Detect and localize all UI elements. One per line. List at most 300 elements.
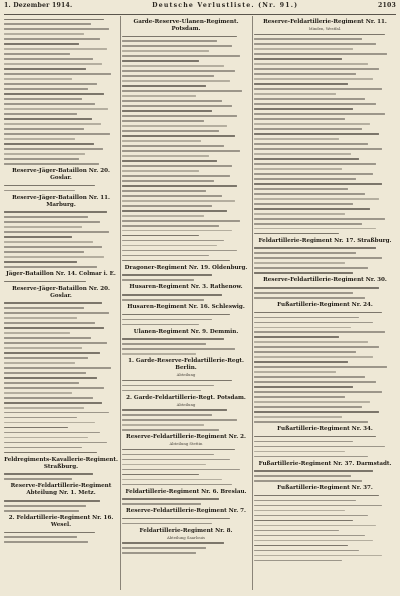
entry-list: [4, 210, 118, 269]
illegible-text-line: [4, 48, 107, 50]
entry-line: [254, 558, 396, 563]
illegible-text-line: [254, 103, 376, 105]
section-heading: [122, 284, 250, 291]
illegible-text-line: [254, 228, 376, 230]
entry-line: [4, 425, 118, 430]
illegible-text-line: [4, 427, 68, 429]
illegible-text-line: [122, 294, 222, 296]
illegible-text-line: [4, 327, 104, 329]
entry-line: [4, 225, 118, 230]
illegible-text-line: [122, 409, 227, 411]
entry-line: [122, 114, 250, 119]
page-header: [4, 2, 396, 14]
entry-line: [122, 248, 250, 253]
entry-list: [122, 408, 250, 433]
entry-line: [254, 290, 396, 295]
entry-line: [122, 388, 250, 393]
illegible-text-line: [4, 158, 79, 160]
section-heading: [254, 19, 396, 31]
illegible-text-line: [122, 343, 206, 345]
illegible-text-line: [254, 93, 336, 95]
entry-line: [254, 142, 396, 147]
header-issue: (Nr. 91.): [258, 2, 299, 9]
entry-line: [254, 67, 396, 72]
illegible-text-line: [4, 536, 77, 538]
entry-line: [4, 450, 118, 455]
illegible-text-line: [254, 287, 379, 289]
entry-line: [254, 503, 396, 508]
illegible-text-line: [4, 113, 77, 115]
entry-line: [254, 231, 396, 236]
illegible-text-line: [254, 108, 353, 110]
entry-line: [4, 306, 118, 311]
section-title: Fußartillerie-Regiment Nr. 37. Darmstadt.: [258, 460, 392, 467]
illegible-text-line: [122, 454, 214, 456]
illegible-text-line: [254, 555, 382, 557]
illegible-text-line: [4, 148, 103, 150]
entry-line: [122, 477, 250, 482]
section-heading: [4, 286, 118, 300]
illegible-text-line: [254, 312, 382, 314]
entry-line: [254, 167, 396, 172]
section-heading: [254, 461, 396, 468]
entry-line: [4, 62, 118, 67]
entry-line: [122, 233, 250, 238]
entry-line: [254, 147, 396, 152]
illegible-text-line: [4, 28, 109, 30]
entry-line: [254, 122, 396, 127]
entry-line: [254, 256, 396, 261]
entry-line: [122, 54, 250, 59]
illegible-text-line: [122, 419, 237, 421]
section-heading: [122, 358, 250, 377]
illegible-text-line: [122, 385, 214, 387]
entry-line: [4, 440, 118, 445]
illegible-text-line: [254, 346, 379, 348]
section-heading: [4, 168, 118, 182]
entry-line: [4, 351, 118, 356]
entry-line: [254, 533, 396, 538]
entry-line: [4, 260, 118, 265]
entry-line: [4, 245, 118, 250]
illegible-text-line: [254, 351, 356, 353]
illegible-text-line: [122, 449, 235, 451]
entry-line: [254, 449, 396, 454]
section-title: Feldartillerie-Regiment Nr. 17. Straßburg.: [258, 237, 392, 244]
entry-line: [254, 97, 396, 102]
entry-line: [4, 112, 118, 117]
entry-line: [4, 157, 118, 162]
entry-line: [254, 47, 396, 52]
illegible-text-line: [254, 63, 368, 65]
illegible-text-line: [122, 90, 242, 92]
section-title: Reserve-Feldartillerie-Regiment Nr. 2.: [126, 434, 246, 441]
illegible-text-line: [4, 307, 84, 309]
illegible-text-line: [4, 397, 93, 399]
illegible-text-line: [122, 380, 232, 382]
entry-line: [254, 221, 396, 226]
entry-line: [254, 380, 396, 385]
illegible-text-line: [254, 520, 353, 522]
entry-line: [254, 87, 396, 92]
entry-line: [4, 508, 118, 513]
illegible-text-line: [122, 552, 196, 554]
entry-line: [122, 154, 250, 159]
illegible-text-line: [254, 480, 362, 482]
illegible-text-line: [122, 165, 232, 167]
entry-line: [254, 375, 396, 380]
entry-line: [254, 325, 396, 330]
section-heading: [254, 238, 396, 245]
illegible-text-line: [254, 371, 336, 373]
entry-line: [4, 230, 118, 235]
illegible-text-line: [254, 322, 373, 324]
entry-line: [4, 52, 118, 57]
illegible-text-line: [122, 414, 212, 416]
entry-line: [4, 435, 118, 440]
illegible-text-line: [122, 429, 219, 431]
illegible-text-line: [4, 58, 93, 60]
entry-line: [4, 356, 118, 361]
entry-line: [122, 79, 250, 84]
illegible-text-line: [122, 299, 204, 301]
illegible-text-line: [122, 200, 235, 202]
entry-line: [122, 184, 250, 189]
illegible-text-line: [254, 446, 385, 448]
illegible-text-line: [254, 470, 373, 472]
illegible-text-line: [254, 178, 356, 180]
illegible-text-line: [254, 83, 348, 85]
entry-line: [122, 223, 250, 228]
entry-list: [254, 310, 396, 424]
section-title: Husaren-Regiment Nr. 3. Rathenow.: [129, 284, 243, 291]
entry-list: [254, 285, 396, 300]
entry-list: [254, 469, 396, 484]
illegible-text-line: [254, 158, 359, 160]
entry-line: [254, 226, 396, 231]
section-title: Feldartillerie-Regiment Nr. 6. Breslau.: [125, 488, 247, 495]
illegible-text-line: [4, 251, 84, 253]
entry-line: [122, 194, 250, 199]
entry-line: [122, 164, 250, 169]
section-title: Reserve-Feldartillerie-Regiment Nr. 30.: [263, 277, 387, 284]
illegible-text-line: [4, 392, 72, 394]
illegible-text-line: [122, 547, 206, 549]
illegible-text-line: [254, 297, 365, 299]
entry-line: [122, 124, 250, 129]
illegible-text-line: [254, 262, 345, 264]
illegible-text-line: [122, 45, 232, 47]
illegible-text-line: [4, 505, 86, 507]
entry-list: [122, 34, 250, 263]
illegible-text-line: [4, 347, 82, 349]
entry-line: [122, 134, 250, 139]
illegible-text-line: [254, 58, 342, 60]
entry-line: [254, 32, 396, 37]
entry-line: [122, 521, 250, 526]
illegible-text-line: [254, 540, 373, 542]
illegible-text-line: [254, 292, 353, 294]
entry-line: [4, 183, 118, 188]
entry-line: [4, 326, 118, 331]
illegible-text-line: [254, 545, 348, 547]
entry-line: [122, 452, 250, 457]
entry-line: [254, 320, 396, 325]
entry-line: [122, 89, 250, 94]
illegible-text-line: [122, 338, 224, 340]
entry-line: [122, 169, 250, 174]
entry-line: [254, 410, 396, 415]
illegible-text-line: [122, 180, 214, 182]
illegible-text-line: [122, 135, 235, 137]
illegible-text-line: [4, 407, 84, 409]
section-heading: [122, 508, 250, 515]
entry-line: [254, 112, 396, 117]
entry-line: [254, 157, 396, 162]
entry-line: [254, 474, 396, 479]
illegible-text-line: [122, 503, 201, 505]
entry-line: [122, 253, 250, 258]
illegible-text-line: [4, 73, 111, 75]
entry-line: [122, 423, 250, 428]
illegible-text-line: [254, 98, 365, 100]
illegible-text-line: [4, 312, 109, 314]
illegible-text-line: [254, 327, 351, 329]
section-title: Ulanen-Regiment Nr. 9. Demmin.: [133, 328, 239, 335]
section-heading: [122, 395, 250, 407]
section-heading: [122, 329, 250, 336]
illegible-text-line: [122, 235, 199, 237]
illegible-text-line: [254, 391, 382, 393]
entry-line: [254, 211, 396, 216]
section-title: Feldregiments-Kavallerie-Regiment. Straßburg.: [4, 456, 118, 470]
entry-line: [254, 107, 396, 112]
illegible-text-line: [122, 274, 212, 276]
illegible-text-line: [254, 173, 373, 175]
entry-line: [4, 215, 118, 220]
entry-line: [4, 235, 118, 240]
illegible-text-line: [4, 402, 102, 404]
illegible-text-line: [122, 390, 201, 392]
entry-line: [254, 335, 396, 340]
section-title: Fußartillerie-Regiment Nr. 34.: [277, 426, 373, 433]
illegible-text-line: [254, 48, 353, 50]
illegible-text-line: [122, 255, 209, 257]
illegible-text-line: [254, 143, 368, 145]
entry-line: [4, 395, 118, 400]
entry-line: [4, 331, 118, 336]
illegible-text-line: [122, 348, 235, 350]
entry-list: [4, 279, 118, 284]
entry-line: [4, 137, 118, 142]
illegible-text-line: [122, 424, 204, 426]
entry-line: [122, 129, 250, 134]
illegible-text-line: [122, 125, 227, 127]
entry-line: [122, 497, 250, 502]
entry-line: [122, 551, 250, 556]
section-title: Husaren-Regiment Nr. 16. Schleswig.: [127, 304, 245, 311]
illegible-text-line: [4, 510, 79, 512]
entry-line: [4, 346, 118, 351]
section-subtitle: Abteilung Stettin: [169, 441, 203, 447]
entry-line: [4, 311, 118, 316]
illegible-text-line: [122, 65, 224, 67]
illegible-text-line: [4, 422, 95, 424]
entry-list: [254, 493, 396, 562]
illegible-text-line: [4, 447, 82, 449]
illegible-text-line: [122, 105, 232, 107]
illegible-text-line: [4, 78, 72, 80]
illegible-text-line: [4, 442, 107, 444]
entry-line: [254, 370, 396, 375]
entry-line: [254, 518, 396, 523]
illegible-text-line: [4, 221, 100, 223]
entry-line: [254, 385, 396, 390]
illegible-text-line: [254, 113, 385, 115]
section-subtitle: Minden, Westfal.: [308, 26, 342, 31]
illegible-text-line: [254, 252, 356, 254]
entry-line: [254, 415, 396, 420]
illegible-text-line: [4, 281, 86, 283]
illegible-text-line: [254, 376, 365, 378]
entry-line: [4, 122, 118, 127]
entry-line: [4, 147, 118, 152]
section-heading: [122, 489, 250, 496]
entry-line: [254, 420, 396, 425]
entry-line: [122, 472, 250, 477]
entry-line: [254, 177, 396, 182]
illegible-text-line: [122, 85, 206, 87]
illegible-text-line: [254, 421, 368, 423]
illegible-text-line: [4, 216, 88, 218]
illegible-text-line: [122, 498, 219, 500]
illegible-text-line: [4, 88, 88, 90]
entry-line: [122, 347, 250, 352]
entry-line: [254, 52, 396, 57]
section-heading: [4, 457, 118, 471]
illegible-text-line: [254, 495, 379, 497]
section-heading: [254, 302, 396, 309]
illegible-text-line: [122, 479, 222, 481]
illegible-text-line: [122, 459, 230, 461]
illegible-text-line: [254, 53, 387, 55]
entry-line: [122, 228, 250, 233]
illegible-text-line: [122, 210, 227, 212]
illegible-text-line: [4, 412, 109, 414]
entry-line: [4, 540, 118, 545]
illegible-text-line: [122, 150, 240, 152]
illegible-text-line: [122, 279, 194, 281]
entry-line: [122, 378, 250, 383]
illegible-text-line: [254, 396, 345, 398]
illegible-text-line: [254, 223, 362, 225]
illegible-text-line: [4, 342, 107, 344]
entry-line: [254, 479, 396, 484]
entry-line: [254, 345, 396, 350]
column-1: [4, 17, 118, 590]
illegible-text-line: [254, 451, 345, 453]
illegible-text-line: [254, 356, 373, 358]
entry-line: [4, 336, 118, 341]
entry-line: [254, 390, 396, 395]
illegible-text-line: [122, 190, 206, 192]
entry-line: [122, 238, 250, 243]
entry-line: [4, 142, 118, 147]
illegible-text-line: [254, 381, 376, 383]
illegible-text-line: [122, 100, 222, 102]
entry-line: [254, 553, 396, 558]
illegible-text-line: [4, 23, 91, 25]
illegible-text-line: [122, 175, 230, 177]
illegible-text-line: [122, 240, 224, 242]
illegible-text-line: [254, 133, 379, 135]
entry-line: [122, 447, 250, 452]
entry-line: [4, 341, 118, 346]
entry-line: [254, 102, 396, 107]
illegible-text-line: [254, 78, 373, 80]
entry-line: [122, 467, 250, 472]
illegible-text-line: [4, 478, 72, 480]
entry-line: [4, 361, 118, 366]
entry-line: [254, 37, 396, 42]
entry-line: [254, 187, 396, 192]
illegible-text-line: [254, 163, 376, 165]
illegible-text-line: [4, 236, 72, 238]
illegible-text-line: [254, 213, 345, 215]
illegible-text-line: [254, 193, 365, 195]
entry-list: [122, 447, 250, 486]
header-page-number: 2103: [377, 2, 396, 9]
illegible-text-line: [4, 387, 104, 389]
entry-line: [122, 218, 250, 223]
illegible-text-line: [122, 55, 240, 57]
illegible-text-line: [4, 266, 97, 268]
entry-line: [4, 535, 118, 540]
illegible-text-line: [254, 68, 379, 70]
illegible-text-line: [254, 198, 379, 200]
entry-line: [122, 203, 250, 208]
illegible-text-line: [254, 411, 379, 413]
entry-list: [122, 312, 250, 327]
illegible-text-line: [4, 256, 104, 258]
section-title: 2. Feldartillerie-Regiment Nr. 16. Wesel.: [8, 515, 114, 528]
entry-line: [254, 295, 396, 300]
section-title: Reserve-Feldartillerie-Regiment Nr. 7.: [126, 508, 246, 515]
section-heading: [4, 483, 118, 497]
illegible-text-line: [254, 188, 348, 190]
illegible-text-line: [254, 247, 376, 249]
illegible-text-line: [254, 118, 345, 120]
entry-line: [254, 350, 396, 355]
section-subtitle: Abteilung: [176, 401, 196, 407]
entry-line: [122, 198, 250, 203]
entry-line: [4, 301, 118, 306]
entry-line: [4, 42, 118, 47]
entry-line: [254, 444, 396, 449]
entry-line: [254, 192, 396, 197]
entry-line: [4, 102, 118, 107]
illegible-text-line: [4, 532, 95, 534]
entry-line: [122, 69, 250, 74]
entry-line: [122, 541, 250, 546]
entry-line: [122, 342, 250, 347]
illegible-text-line: [254, 123, 370, 125]
section-heading: [4, 515, 118, 529]
entry-line: [254, 271, 396, 276]
entry-line: [4, 530, 118, 535]
entry-line: [254, 543, 396, 548]
illegible-text-line: [4, 98, 82, 100]
